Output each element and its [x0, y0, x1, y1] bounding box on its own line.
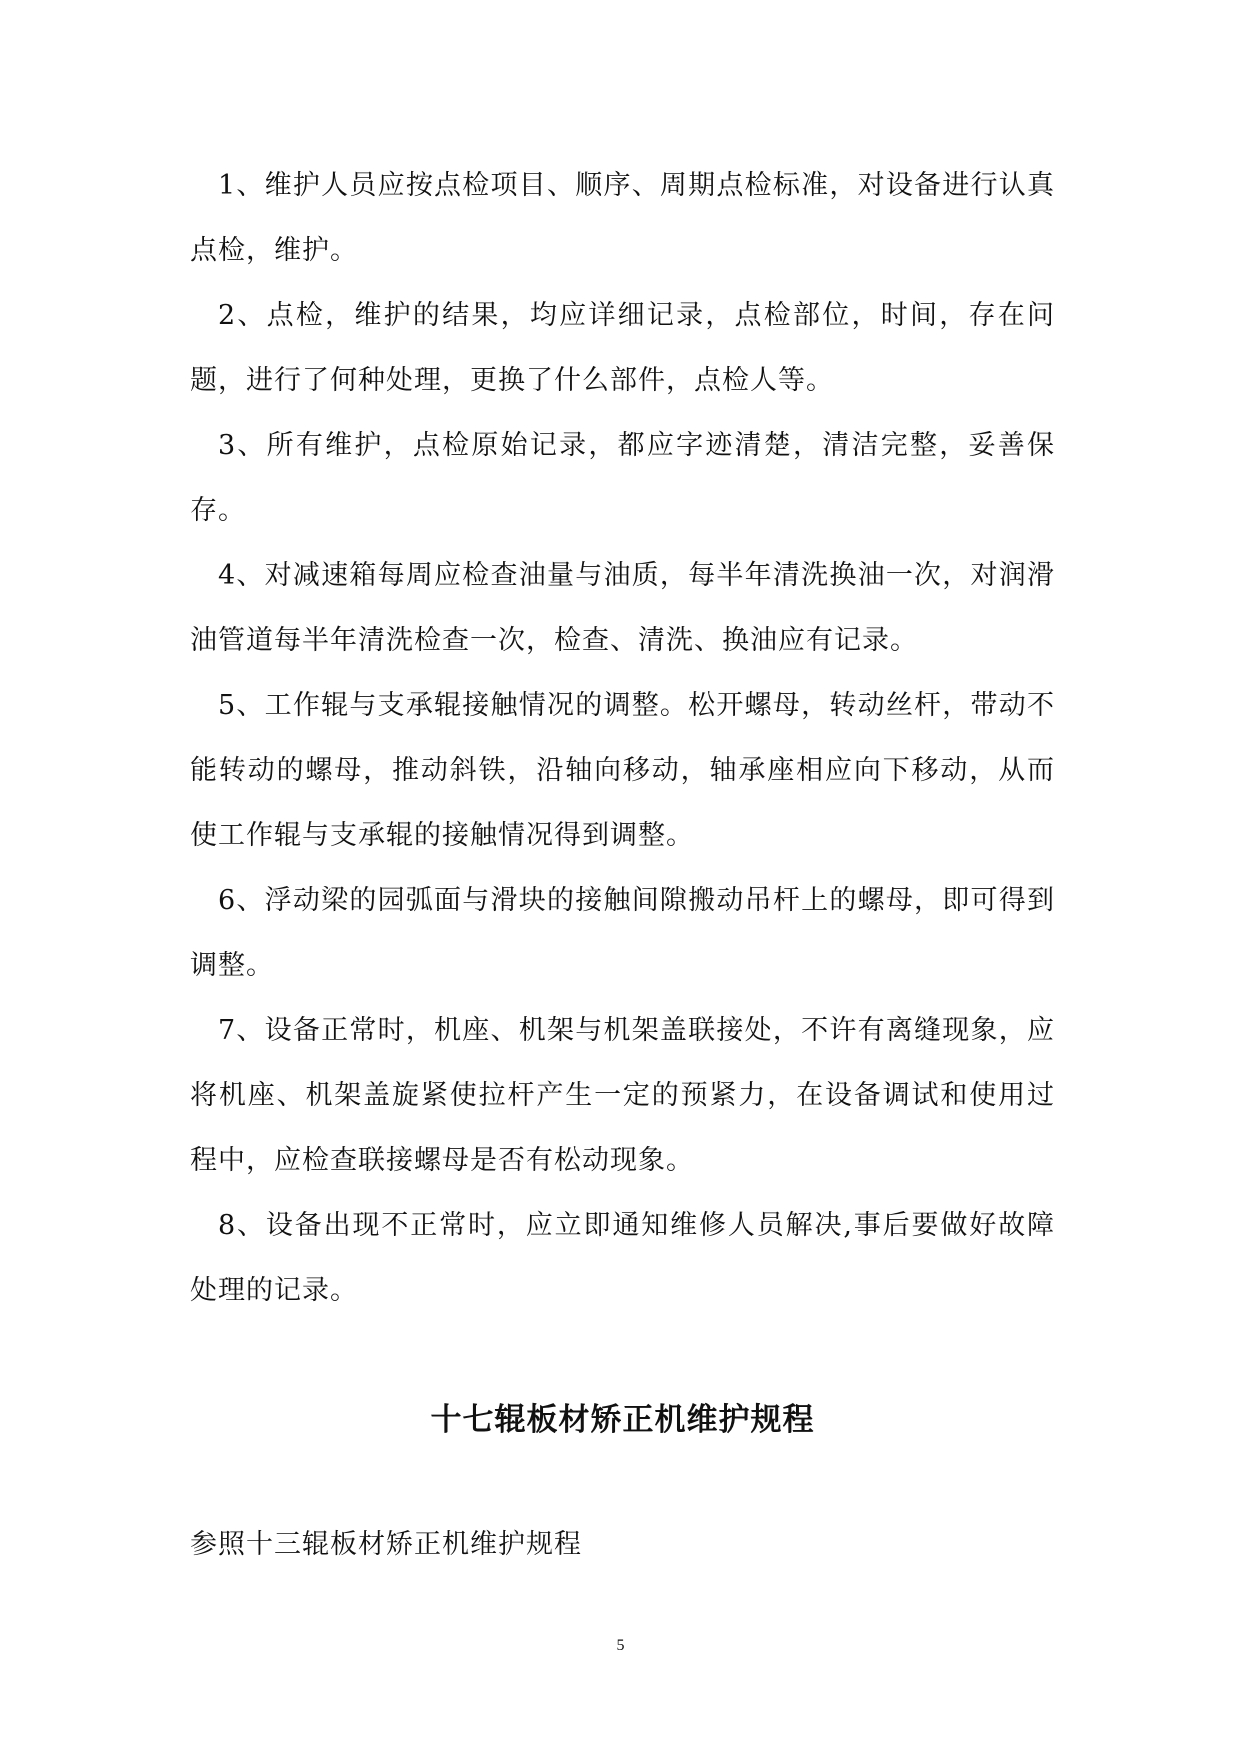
paragraph-1: 1、维护人员应按点检项目、顺序、周期点检标准，对设备进行认真点检，维护。: [190, 170, 1055, 266]
paragraph-6: 6、浮动梁的园弧面与滑块的接触间隙搬动吊杆上的螺母，即可得到调整。: [190, 885, 1055, 981]
paragraph-list: [190, 153, 1055, 1323]
paragraph-4: 4、对减速箱每周应检查油量与油质，每半年清洗换油一次，对润滑油管道每半年清洗检查一次，检查、清洗、换油应有记录。: [190, 560, 1055, 656]
section-title: 十七辊板材矫正机维护规程: [430, 1402, 815, 1438]
paragraph-5: 5、工作辊与支承辊接触情况的调整。松开螺母，转动丝杆，带动不能转动的螺母，推动斜铁，沿轴向移动，轴承座相应向下移动，从而使工作辊与支承辊的接触情况得到调整。: [190, 690, 1055, 851]
page-number: 5: [616, 1637, 625, 1654]
paragraph-3: 3、所有维护，点检原始记录，都应字迹清楚，清洁完整，妥善保存。: [190, 430, 1055, 526]
paragraph-2: 2、点检，维护的结果，均应详细记录，点检部位，时间，存在问题，进行了何种处理，更换了什么部件，点检人等。: [190, 300, 1055, 396]
paragraph-7: 7、设备正常时，机座、机架与机架盖联接处，不许有离缝现象，应将机座、机架盖旋紧使拉杆产生一定的预紧力，在设备调试和使用过程中，应检查联接螺母是否有松动现象。: [190, 1015, 1055, 1176]
reference-text: 参照十三辊板材矫正机维护规程: [190, 1529, 582, 1560]
paragraph-8: 8、设备出现不正常时，应立即通知维修人员解决,事后要做好故障处理的记录。: [190, 1210, 1055, 1306]
